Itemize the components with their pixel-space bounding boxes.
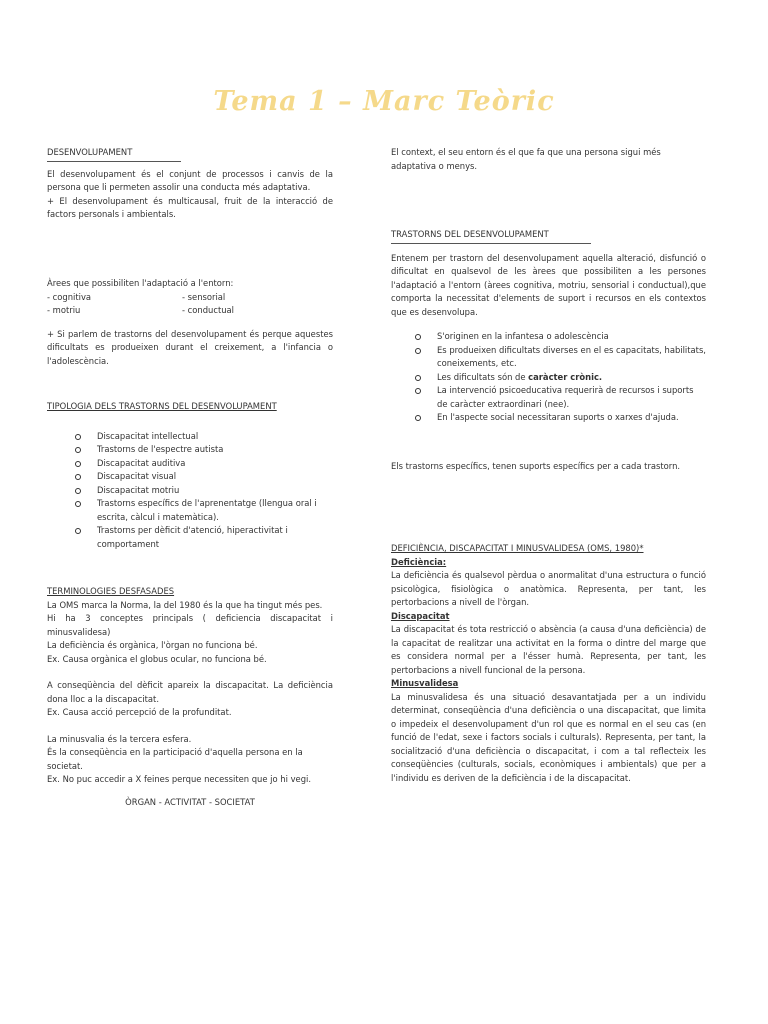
list-item: - motriu: [47, 305, 81, 315]
section-heading: TERMINOLOGIES DESFASADES: [47, 586, 175, 596]
list-item: Trastorns específics de l'aprenentatge (llengua oral i escrita, càlcul i matemàtica).: [47, 497, 333, 524]
section-desenvolupament: [47, 146, 333, 222]
section-trastorns: [391, 228, 706, 473]
paragraph: El desenvolupament és el conjunt de processos i canvis de la persona que li permeten assolir una conducta més adaptativa.: [47, 168, 333, 192]
terminologies-footer: ÒRGAN - ACTIVITAT - SOCIETAT: [125, 796, 255, 807]
list-item: Trastorns de l'espectre autista: [47, 443, 333, 457]
list-item: Discapacitat intellectual: [47, 430, 333, 444]
paragraph: La minusvalidesa és una situació desavantatjada per a un individu determinat, conseqüència d'una deficiència o una discapacitat, que limita o impedeix el desenvolupament d'un rol que es normal en el seu cas (en funció de l'edat, sexe i factors socials i culturals). Representa, per tant, la socialització d'una deficiència o discapacitat, i com a tal reflecteix les conseqüències (culturals, socials, econòmiques i ambientals) que per a l'individu es deriven de la deficiència i de la discapacitat.: [391, 691, 706, 783]
list-item: S'originen en la infantesa o adolescència: [391, 330, 706, 344]
bold-text: caràcter crònic.: [528, 371, 603, 382]
section-terminologies: [47, 585, 333, 809]
paragraph: La deficiència és qualsevol pèrdua o anormalitat d'una estructura o funció psicològica, fisiològica o anatòmica. Representa, per tant, les pertorbacions a nivell de l'òrgan.: [391, 570, 706, 607]
list-item: Discapacitat motriu: [47, 484, 333, 498]
paragraph: La OMS marca la Norma, la del 1980 és la que ha tingut més pes.: [47, 599, 323, 610]
section-heading: DESENVOLUPAMENT: [47, 147, 133, 157]
paragraph: La deficiència és orgànica, l'òrgan no funciona bé.: [47, 640, 258, 650]
section-deficiencia: [391, 542, 706, 785]
subheading-deficiencia: Deficiència:: [391, 556, 447, 567]
arees-list: [47, 291, 333, 318]
list-item: La intervenció psicoeducativa requerirà de recursos i suports de caràcter extraordinari (nee).: [391, 384, 706, 411]
paragraph: La discapacitat és tota restricció o absència (a causa d'una deficiència) de la capacitat de realitzar una activitat en la forma o dintre del marge que es considera normal per a l'ésser humà. Representa, per tant, les pertorbacions a nivell funcional de la persona.: [391, 624, 706, 675]
list-item: Es produeixen dificultats diverses en el es capacitats, habilitats, coneixements, etc.: [391, 344, 706, 371]
paragraph: Ex. Causa acció percepció de la profunditat.: [47, 707, 232, 717]
paragraph: + El desenvolupament és multicausal, fruit de la interacció de factors personals i ambientals.: [47, 195, 333, 219]
list-item: Trastorns per dèficit d'atenció, hiperactivitat i comportament: [47, 524, 333, 551]
list-item-text: Les dificultats són de: [437, 371, 529, 382]
list-item: - sensorial: [182, 291, 226, 302]
subheading-minusvalidesa: Minusvalidesa: [391, 678, 459, 688]
section-arees: [47, 277, 333, 368]
paragraph: És la conseqüència en la participació d'aquella persona en la societat.: [47, 747, 303, 771]
list-item: [391, 371, 706, 385]
trastorns-list: [391, 330, 706, 425]
list-item: Discapacitat visual: [47, 470, 333, 484]
paragraph: Entenem per trastorn del desenvolupament aquella alteració, disfunció o dificultat en qualsevol de les àrees que possibiliten a les persones l'adaptació a l'entorn (àrees cognitiva, motriu, sensorial i conductual),que comporta la necessitat d'elements de suport i recursos en els contextos que es desenvolupa.: [391, 252, 706, 317]
list-item: - cognitiva: [47, 291, 92, 302]
paragraph: La minusvalia és la tercera esfera.: [47, 733, 192, 744]
section-tipologia: [47, 400, 333, 551]
paragraph: + Si parlem de trastorns del desenvolupament és perque aquestes dificultats es produeixen durant el creixement, a l'infancia o l'adolescència.: [47, 328, 333, 366]
paragraph: Àrees que possibiliten l'adaptació a l'entorn:: [47, 278, 234, 288]
paragraph: A conseqüència del dèficit apareix la discapacitat. La deficiència dona lloc a la discapacitat.: [47, 680, 333, 704]
subheading-discapacitat: Discapacitat: [391, 610, 450, 621]
page-title: Tema 1 – Marc Teòric: [213, 86, 555, 117]
section-heading: TIPOLOGIA DELS TRASTORNS DEL DESENVOLUPAMENT: [47, 401, 277, 411]
list-item: En l'aspecte social necessitaran suports o xarxes d'ajuda.: [391, 411, 706, 425]
paragraph: Els trastorns específics, tenen suports específics per a cada trastorn.: [391, 460, 681, 471]
paragraph: Hi ha 3 conceptes principals ( deficiencia discapacitat i minusvalidesa): [47, 613, 333, 637]
paragraph: Ex. Causa orgànica el globus ocular, no funciona bé.: [47, 653, 267, 664]
paragraph: Ex. No puc accedir a X feines perque necessiten que jo hi vegi.: [47, 774, 312, 784]
list-item: - conductual: [182, 305, 235, 315]
context-paragraph: El context, el seu entorn és el que fa que una persona sigui més adaptativa o menys.: [391, 147, 661, 171]
section-heading: TRASTORNS DEL DESENVOLUPAMENT: [391, 229, 549, 239]
section-heading: DEFICIÈNCIA, DISCAPACITAT I MINUSVALIDESA (OMS, 1980)*: [391, 543, 644, 553]
tipologia-list: [47, 430, 333, 552]
list-item: Discapacitat auditiva: [47, 457, 333, 471]
